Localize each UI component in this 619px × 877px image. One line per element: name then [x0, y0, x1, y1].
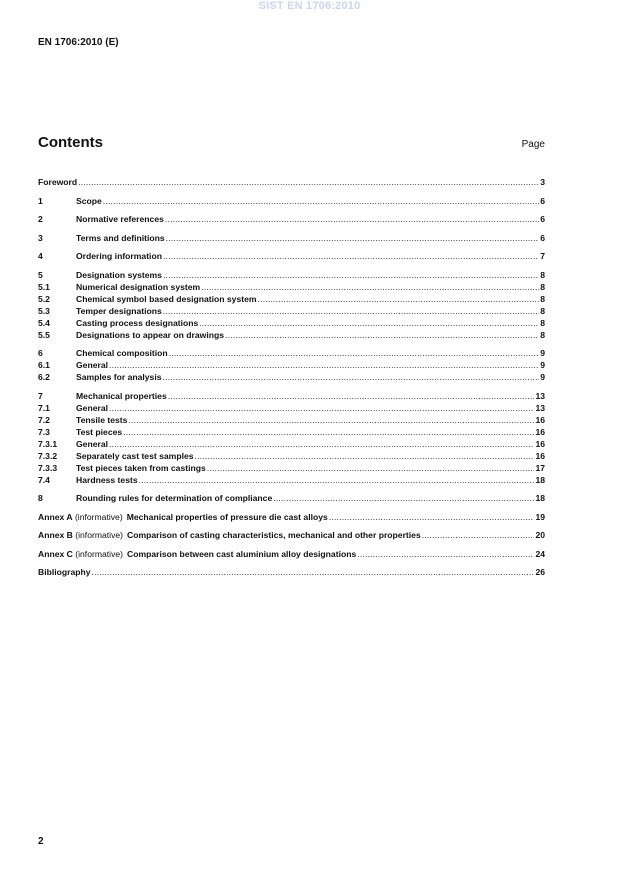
dot-leader: [422, 529, 535, 541]
toc-entry-7-3-2[interactable]: [38, 450, 545, 462]
toc-entry-7-2[interactable]: [38, 414, 545, 426]
toc-entry-5[interactable]: [38, 269, 545, 281]
toc-entry-title: Tensile tests: [76, 414, 128, 425]
toc-entry-title: Chemical composition: [76, 348, 168, 358]
toc-entry-6-1[interactable]: [38, 359, 545, 371]
toc-entry-page: 8: [540, 329, 545, 340]
toc-entry-number: 6: [38, 348, 43, 358]
dot-leader: [139, 474, 535, 486]
watermark: SIST EN 1706:2010: [258, 0, 361, 12]
toc-entry-6[interactable]: [38, 347, 545, 359]
toc-entry-page: 8: [540, 305, 545, 316]
page-column-label: Page: [521, 139, 545, 150]
toc-entry-title: Designations to appear on drawings: [76, 329, 225, 340]
toc-entry-title: General: [76, 438, 109, 449]
toc-entry-title: Normative references: [76, 214, 164, 224]
toc-entry-number: 8: [38, 493, 43, 503]
dot-leader: [109, 359, 539, 371]
toc-entry-bibliography[interactable]: [38, 566, 545, 578]
toc-entry-title: Hardness tests: [76, 474, 138, 485]
toc-entry-page: 9: [540, 348, 545, 358]
toc-entry-title: Test pieces taken from castings: [76, 462, 206, 473]
annex-informative: (informative): [75, 530, 124, 540]
toc-entry-title: Foreword: [38, 177, 78, 187]
toc-entry-page: 8: [540, 293, 545, 304]
toc-entry-5-3[interactable]: [38, 305, 545, 317]
toc-entry-number: 7.4: [38, 474, 50, 485]
dot-leader: [78, 176, 539, 188]
dot-leader: [207, 462, 535, 474]
dot-leader: [109, 402, 534, 414]
toc-entry-7-3-3[interactable]: [38, 462, 545, 474]
toc-entry-number: 5.4: [38, 317, 50, 328]
toc-entry-5-5[interactable]: [38, 329, 545, 341]
toc-entry-page: 26: [535, 567, 545, 577]
toc-entry-2[interactable]: [38, 213, 545, 225]
dot-leader: [329, 511, 535, 523]
dot-leader: [92, 566, 535, 578]
toc-entry-4[interactable]: [38, 250, 545, 262]
toc-entry-page: 18: [535, 474, 545, 485]
toc-entry-5-2[interactable]: [38, 293, 545, 305]
toc-entry-7-1[interactable]: [38, 402, 545, 414]
document-identifier: EN 1706:2010 (E): [38, 37, 119, 48]
toc-entry-number: 5.3: [38, 305, 50, 316]
toc-entry-number: 7.3.1: [38, 438, 58, 449]
toc-entry-page: 6: [540, 232, 545, 243]
toc-entry-page: 9: [540, 360, 545, 370]
toc-entry-page: 13: [535, 402, 545, 413]
dot-leader: [163, 371, 540, 383]
annex-label: Annex B: [38, 530, 73, 540]
dot-leader: [258, 293, 540, 305]
toc-entry-number: 7.2: [38, 414, 50, 425]
toc-entry-page: 16: [535, 450, 545, 461]
annex-informative: (informative): [75, 548, 124, 559]
toc-entry-page: 6: [540, 214, 545, 224]
dot-leader: [273, 492, 534, 504]
toc-entry-1[interactable]: [38, 195, 545, 207]
toc-entry-title: General: [76, 402, 109, 413]
toc-entry-number: 5.2: [38, 293, 50, 304]
page-number: 2: [38, 836, 44, 847]
dot-leader: [357, 548, 534, 560]
toc-entry-7-4[interactable]: [38, 474, 545, 486]
dot-leader: [103, 195, 539, 207]
dot-leader: [195, 450, 535, 462]
dot-leader: [109, 438, 534, 450]
table-of-contents: [38, 176, 545, 578]
toc-entry-page: 16: [535, 426, 545, 437]
toc-entry-title: Bibliography: [38, 567, 91, 577]
dot-leader: [166, 232, 540, 244]
toc-entry-title: Test pieces: [76, 426, 123, 437]
toc-entry-annex-c[interactable]: [38, 548, 545, 560]
annex-informative: (informative): [74, 511, 123, 522]
toc-entry-title: Temper designations: [76, 305, 162, 316]
toc-entry-8[interactable]: [38, 492, 545, 504]
toc-entry-title: Numerical designation system: [76, 281, 201, 292]
toc-entry-page: 9: [540, 372, 545, 382]
toc-entry-title: Ordering information: [76, 251, 162, 261]
toc-entry-number: 7.1: [38, 402, 50, 413]
toc-entry-7-3[interactable]: [38, 426, 545, 438]
toc-entry-title: Scope: [76, 195, 102, 206]
toc-entry-title: Samples for analysis: [76, 372, 162, 382]
dot-leader: [128, 414, 534, 426]
toc-entry-number: 4: [38, 251, 43, 261]
toc-entry-number: 6.2: [38, 372, 50, 382]
toc-entry-title: Comparison between cast aluminium alloy designations: [127, 548, 357, 559]
toc-entry-page: 13: [535, 390, 545, 401]
toc-entry-number: 3: [38, 232, 43, 243]
dot-leader: [201, 281, 539, 293]
toc-entry-number: 7.3: [38, 426, 50, 437]
toc-entry-5-1[interactable]: [38, 281, 545, 293]
annex-label: Annex A: [38, 511, 73, 522]
toc-entry-title: Terms and definitions: [76, 232, 165, 243]
toc-entry-page: 8: [540, 317, 545, 328]
toc-entry-title: Designation systems: [76, 269, 162, 280]
toc-entry-6-2[interactable]: [38, 371, 545, 383]
toc-entry-title: Mechanical properties: [76, 390, 167, 401]
toc-entry-annex-b[interactable]: [38, 529, 545, 541]
toc-entry-3[interactable]: [38, 232, 545, 244]
toc-entry-number: 5: [38, 269, 43, 280]
toc-entry-title: General: [76, 360, 109, 370]
dot-leader: [123, 426, 534, 438]
toc-entry-page: 3: [540, 177, 545, 187]
toc-entry-foreword[interactable]: [38, 176, 545, 188]
dot-leader: [168, 390, 535, 402]
dot-leader: [199, 317, 539, 329]
toc-entry-title: Chemical symbol based designation system: [76, 293, 257, 304]
toc-entry-7[interactable]: [38, 390, 545, 402]
toc-entry-number: 7.3.2: [38, 450, 58, 461]
toc-entry-number: 1: [38, 195, 43, 206]
toc-entry-title: Comparison of casting characteristics, mechanical and other properties: [127, 530, 421, 540]
dot-leader: [163, 269, 539, 281]
annex-label: Annex C: [38, 548, 73, 559]
toc-entry-title: Mechanical properties of pressure die cast alloys: [126, 511, 328, 522]
toc-entry-page: 16: [535, 414, 545, 425]
toc-entry-page: 24: [535, 548, 545, 559]
toc-entry-annex-a[interactable]: [38, 511, 545, 523]
toc-entry-page: 19: [535, 511, 545, 522]
toc-entry-number: 5.1: [38, 281, 50, 292]
dot-leader: [169, 347, 540, 359]
toc-entry-page: 6: [540, 195, 545, 206]
dot-leader: [165, 213, 539, 225]
toc-entry-number: 2: [38, 214, 43, 224]
toc-entry-page: 20: [535, 530, 545, 540]
toc-entry-number: 7: [38, 390, 43, 401]
toc-entry-7-3-1[interactable]: [38, 438, 545, 450]
dot-leader: [163, 305, 539, 317]
toc-entry-5-4[interactable]: [38, 317, 545, 329]
toc-entry-title: Rounding rules for determination of compliance: [76, 493, 273, 503]
toc-entry-page: 8: [540, 269, 545, 280]
toc-entry-page: 8: [540, 281, 545, 292]
dot-leader: [163, 250, 539, 262]
contents-heading: Contents: [38, 134, 103, 151]
toc-entry-title: Casting process designations: [76, 317, 199, 328]
toc-entry-number: 5.5: [38, 329, 50, 340]
toc-entry-number: 7.3.3: [38, 462, 58, 473]
toc-entry-page: 18: [535, 493, 545, 503]
toc-entry-page: 16: [535, 438, 545, 449]
toc-entry-page: 17: [535, 462, 545, 473]
toc-entry-title: Separately cast test samples: [76, 450, 194, 461]
dot-leader: [225, 329, 539, 341]
toc-entry-number: 6.1: [38, 360, 50, 370]
toc-entry-page: 7: [540, 251, 545, 261]
